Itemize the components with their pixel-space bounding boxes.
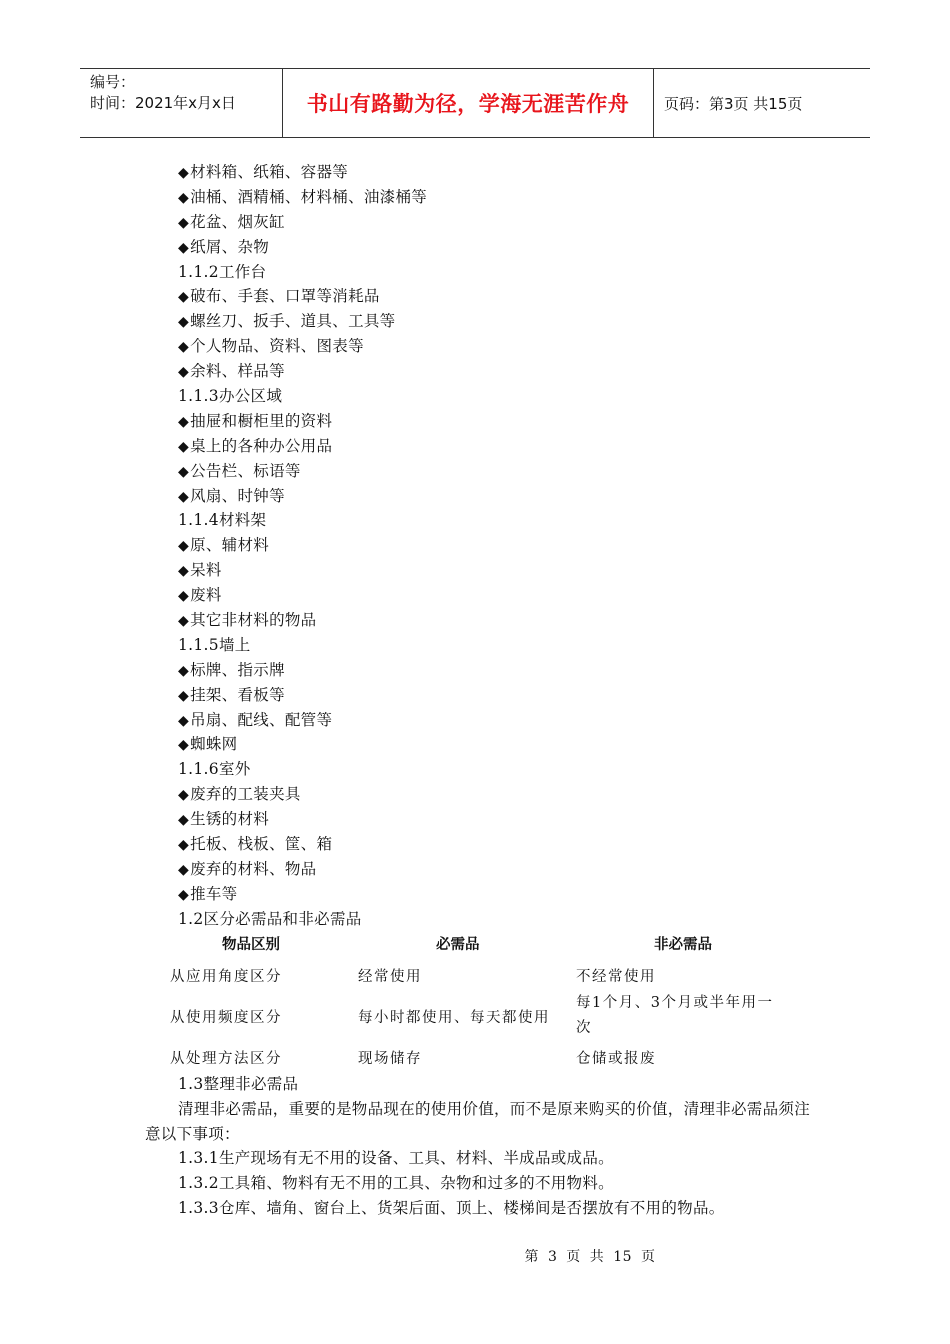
line-text: 其它非材料的物品 — [190, 611, 317, 630]
line-text: 1.2区分必需品和非必需品 — [178, 909, 362, 928]
diamond-bullet-icon: ◆ — [178, 488, 190, 505]
motto-text: 书山有路勤为径，学海无涯苦作舟 — [306, 92, 630, 116]
bullet-item — [178, 284, 427, 309]
table-cell: 从使用频度区分 — [170, 1009, 282, 1026]
bullet-item — [178, 459, 427, 484]
diamond-bullet-icon: ◆ — [178, 314, 190, 331]
bullet-item — [178, 683, 427, 708]
table-cell: 每小时都使用、每天都使用 — [358, 1009, 550, 1026]
diamond-bullet-icon: ◆ — [178, 837, 190, 854]
diamond-bullet-icon: ◆ — [178, 886, 190, 903]
number-label: 编号： — [90, 73, 136, 91]
diamond-bullet-icon: ◆ — [178, 189, 190, 206]
section-paragraph: 清理非必需品，重要的是物品现在的使用价值，而不是原来购买的价值，清理非必需品须注意以下事项： — [145, 1099, 811, 1143]
page-header — [80, 68, 870, 138]
table-cell: 经常使用 — [358, 968, 422, 985]
bullet-item — [178, 857, 427, 882]
diamond-bullet-icon: ◆ — [178, 563, 190, 580]
bullet-item — [178, 484, 427, 509]
bullet-item — [178, 608, 427, 633]
section-item: 1.3.2工具箱、物料有无不用的工具、杂物和过多的不用物料。 — [178, 1174, 614, 1193]
diamond-bullet-icon: ◆ — [178, 239, 190, 256]
line-text: 1.1.2工作台 — [178, 262, 267, 281]
table-header-cell: 必需品 — [436, 937, 480, 953]
header-motto-cell — [282, 69, 654, 137]
diamond-bullet-icon: ◆ — [178, 812, 190, 829]
bullet-item — [178, 235, 427, 260]
subsection-heading — [178, 633, 427, 658]
line-text: 呆料 — [190, 561, 222, 580]
header-page-info-cell — [654, 69, 870, 137]
line-text: 公告栏、标语等 — [190, 461, 301, 480]
table-cell: 不经常使用 — [576, 968, 656, 985]
line-text: 1.1.6室外 — [178, 760, 251, 779]
diamond-bullet-icon: ◆ — [178, 662, 190, 679]
bullet-item — [178, 210, 427, 235]
table-header-cell: 物品区别 — [222, 937, 280, 953]
time-label: 时间：2021年x月x日 — [90, 94, 236, 112]
bullet-item — [178, 882, 427, 907]
line-text: 托板、栈板、筐、箱 — [190, 835, 333, 854]
line-text: 余料、样品等 — [190, 362, 285, 381]
bullet-item — [178, 807, 427, 832]
bullet-item — [178, 309, 427, 334]
subsection-heading — [178, 260, 427, 285]
line-text: 油桶、酒精桶、材料桶、油漆桶等 — [190, 187, 428, 206]
bullet-item — [178, 832, 427, 857]
page-info: 页码：第3页 共15页 — [664, 94, 803, 113]
bullet-item — [178, 732, 427, 757]
diamond-bullet-icon: ◆ — [178, 687, 190, 704]
subsection-heading — [178, 757, 427, 782]
bullet-item — [178, 185, 427, 210]
line-text: 废料 — [190, 586, 222, 605]
subsection-heading — [178, 508, 427, 533]
line-text: 破布、手套、口罩等消耗品 — [190, 287, 380, 306]
bullet-item — [178, 658, 427, 683]
line-text: 纸屑、杂物 — [190, 237, 270, 256]
table-cell: 从处理方法区分 — [170, 1050, 282, 1067]
table-header-cell: 非必需品 — [654, 937, 712, 953]
bullet-item — [178, 708, 427, 733]
line-text: 废弃的工装夹具 — [190, 785, 301, 804]
line-text: 废弃的材料、物品 — [190, 859, 317, 878]
line-text: 吊扇、配线、配管等 — [190, 710, 333, 729]
section-1-3 — [145, 1072, 815, 1221]
table-cell: 仓储或报废 — [576, 1050, 656, 1067]
line-text: 生锈的材料 — [190, 810, 270, 829]
section-heading: 1.3整理非必需品 — [178, 1075, 299, 1093]
diamond-bullet-icon: ◆ — [178, 339, 190, 356]
bullet-item — [178, 434, 427, 459]
line-text: 原、辅材料 — [190, 536, 270, 555]
diamond-bullet-icon: ◆ — [178, 463, 190, 480]
comparison-table — [170, 932, 786, 1074]
line-text: 风扇、时钟等 — [190, 486, 285, 505]
diamond-bullet-icon: ◆ — [178, 613, 190, 630]
line-text: 材料箱、纸箱、容器等 — [190, 163, 349, 181]
line-text: 推车等 — [190, 884, 238, 903]
item-list — [178, 160, 427, 932]
table-cell: 每1个月、3个月或半年用一次 — [576, 995, 774, 1036]
line-text: 螺丝刀、扳手、道具、工具等 — [190, 312, 396, 331]
diamond-bullet-icon: ◆ — [178, 214, 190, 231]
bullet-item — [178, 558, 427, 583]
diamond-bullet-icon: ◆ — [178, 165, 190, 181]
diamond-bullet-icon: ◆ — [178, 538, 190, 555]
diamond-bullet-icon: ◆ — [178, 413, 190, 430]
line-text: 个人物品、资料、图表等 — [190, 337, 364, 356]
diamond-bullet-icon: ◆ — [178, 588, 190, 605]
table-row — [170, 992, 786, 1040]
page-footer: 第 3 页 共 15 页 — [524, 1249, 656, 1265]
bullet-item — [178, 533, 427, 558]
diamond-bullet-icon: ◆ — [178, 712, 190, 729]
table-cell: 现场储存 — [358, 1050, 422, 1067]
table-row — [170, 1040, 786, 1074]
line-text: 蜘蛛网 — [190, 735, 238, 754]
bullet-item — [178, 782, 427, 807]
diamond-bullet-icon: ◆ — [178, 289, 190, 306]
bullet-item — [178, 334, 427, 359]
line-text: 标牌、指示牌 — [190, 660, 285, 679]
diamond-bullet-icon: ◆ — [178, 364, 190, 381]
line-text: 花盆、烟灰缸 — [190, 212, 285, 231]
bullet-item — [178, 409, 427, 434]
subsection-heading — [178, 907, 427, 932]
line-text: 桌上的各种办公用品 — [190, 436, 333, 455]
table-row — [170, 958, 786, 992]
bullet-item — [178, 359, 427, 384]
table-cell: 从应用角度区分 — [170, 968, 282, 985]
section-item: 1.3.1生产现场有无不用的设备、工具、材料、半成品或成品。 — [178, 1149, 614, 1168]
diamond-bullet-icon: ◆ — [178, 787, 190, 804]
line-text: 挂架、看板等 — [190, 685, 285, 704]
bullet-item — [178, 583, 427, 608]
subsection-heading — [178, 384, 427, 409]
line-text: 抽屉和橱柜里的资料 — [190, 411, 333, 430]
line-text: 1.1.4材料架 — [178, 511, 267, 530]
header-meta — [80, 69, 282, 137]
line-text: 1.1.5墙上 — [178, 635, 251, 654]
line-text: 1.1.3办公区域 — [178, 387, 283, 406]
section-item: 1.3.3仓库、墙角、窗台上、货架后面、顶上、楼梯间是否摆放有不用的物品。 — [178, 1198, 725, 1217]
bullet-item — [178, 160, 427, 185]
diamond-bullet-icon: ◆ — [178, 861, 190, 878]
table-header-row — [170, 932, 786, 958]
diamond-bullet-icon: ◆ — [178, 438, 190, 455]
diamond-bullet-icon: ◆ — [178, 737, 190, 754]
